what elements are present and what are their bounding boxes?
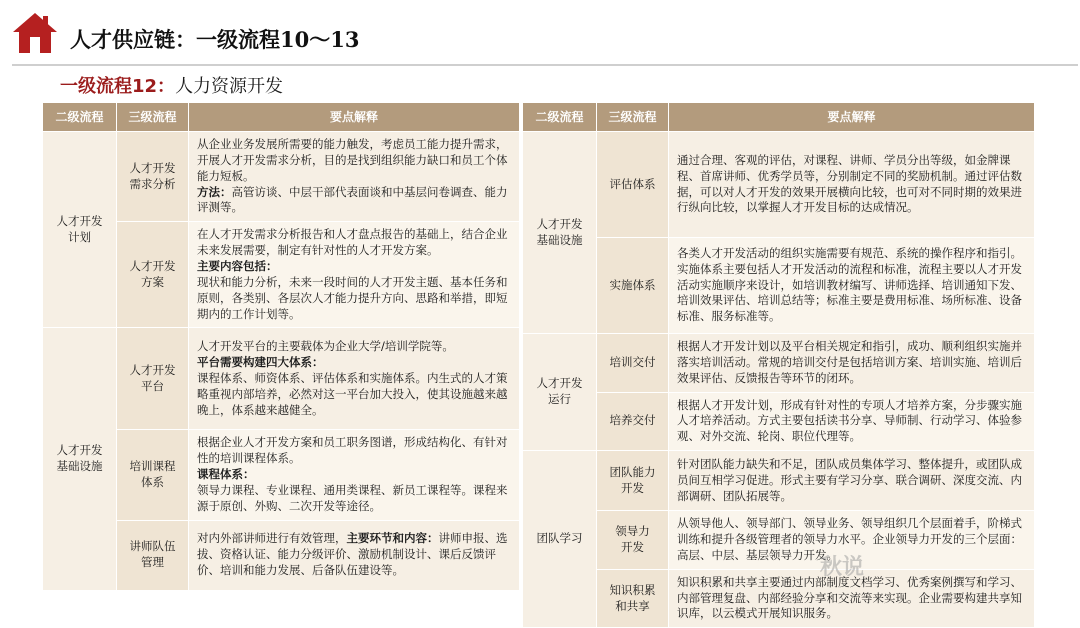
bold-label: 平台需要构建四大体系： — [197, 355, 324, 370]
level3-cell: 实施体系 — [597, 238, 669, 334]
description-line: 在人才开发需求分析报告和人才盘点报告的基础上，结合企业未来发展需要，制定有针对性的人才开发方案。 — [197, 227, 508, 258]
table-row — [523, 451, 1035, 511]
level3-cell: 讲师队伍 管理 — [117, 520, 189, 590]
table-row — [523, 132, 1035, 238]
description-line: 各类人才开发活动的组织实施需要有规范、系统的操作程序和指引。实施体系主要包括人才开发活动的流程和标准，流程主要以人才开发活动实施顺序来设计，如培训教材编写、讲师选择、培训通知下发、培训效果评估、培训总结等；标准主要是费用标准、场所标准、设备标准、服务标准等。 — [677, 245, 1022, 324]
description-cell — [669, 392, 1035, 451]
col-header-level3: 三级流程 — [597, 103, 669, 132]
description-line: 现状和能力分析，未来一段时间的人才开发主题、基本任务和原则，各类别、各层次人才能力提升方向、思路和举措，即短期内的工作计划等。 — [197, 274, 508, 321]
section-subtitle — [60, 72, 283, 98]
description-cell — [189, 222, 520, 328]
description-cell — [189, 430, 520, 520]
description-line: 方法：高管访谈、中层干部代表面谈和中基层问卷调查、能力评测等。 — [197, 184, 508, 215]
level3-cell: 人才开发 需求分析 — [117, 132, 189, 222]
description-cell — [189, 132, 520, 222]
level2-cell: 团队学习 — [523, 451, 597, 628]
description-line: 通过合理、客观的评估，对课程、讲师、学员分出等级，如金牌课程、首席讲师、优秀学员等，分别制定不同的奖励机制。通过评估数据，可以对人才开发的效果开展横向比较，也可对不同时期的效果进行纵向比较，以掌握人才开发目标的达成情况。 — [677, 152, 1022, 215]
table-row — [43, 328, 520, 430]
col-header-level2: 二级流程 — [43, 103, 117, 132]
description-line: 根据人才开发计划，形成有针对性的专项人才培养方案，分步骤实施人才培养活动。方式主要包括读书分享、导师制、行动学习、体验参观、对外交流、轮岗、职位代理等。 — [677, 397, 1022, 444]
description-line: 知识积累和共享主要通过内部制度文档学习、优秀案例撰写和学习、内部管理复盘、内部经验分享和交流等来实现。企业需要构建共享知识库，以云模式开展知识服务。 — [677, 574, 1022, 621]
header-divider — [12, 64, 1078, 66]
col-header-level2: 二级流程 — [523, 103, 597, 132]
description-line: 根据人才开发计划以及平台相关规定和指引，成功、顺利组织实施并落实培训活动。常规的培训交付是包括培训方案、培训实施、培训后效果评估、反馈报告等环节的闭环。 — [677, 339, 1022, 385]
description-line — [197, 467, 511, 483]
description-line: 领导力课程、专业课程、通用类课程、新员工课程等。课程来源于原创、外购、二次开发等途径。 — [197, 483, 508, 513]
bold-label: 主要内容包括： — [197, 259, 278, 274]
description-cell — [669, 451, 1035, 511]
process-table-left — [42, 102, 520, 591]
description-cell — [189, 520, 520, 590]
description-line: 针对团队能力缺失和不足，团队成员集体学习、整体提升，或团队成员间互相学习促进。形式主要有学习分享、联合调研、深度交流、内部调研、团队拓展等。 — [677, 456, 1022, 503]
level3-cell: 知识积累 和共享 — [597, 569, 669, 628]
subtitle-text: 人力资源开发 — [175, 76, 284, 97]
description-line: 从企业业务发展所需要的能力触发，考虑员工能力提升需求，开展人才开发需求分析，目的是找到组织能力缺口和员工个体能力短板。 — [197, 137, 508, 183]
level3-cell: 人才开发 方案 — [117, 222, 189, 328]
level2-cell: 人才开发 运行 — [523, 334, 597, 451]
description-cell — [669, 238, 1035, 334]
description-cell — [669, 132, 1035, 238]
slide-header — [12, 10, 1072, 56]
level3-cell: 培养交付 — [597, 392, 669, 451]
col-header-level3: 三级流程 — [117, 103, 189, 132]
bold-label: 方法： — [197, 184, 232, 199]
level2-cell: 人才开发 计划 — [43, 132, 117, 328]
level3-cell: 评估体系 — [597, 132, 669, 238]
level3-cell: 培训课程 体系 — [117, 430, 189, 520]
level3-cell: 团队能力 开发 — [597, 451, 669, 511]
subtitle-label: 一级流程12： — [60, 76, 176, 97]
level3-cell: 培训交付 — [597, 334, 669, 393]
table-row — [523, 511, 1035, 570]
table-row — [523, 569, 1035, 628]
level2-cell: 人才开发 基础设施 — [43, 328, 117, 590]
level3-cell: 领导力 开发 — [597, 511, 669, 570]
level3-cell: 人才开发 平台 — [117, 328, 189, 430]
table-body — [43, 132, 520, 591]
description-line: 对内外部讲师进行有效管理，主要环节和内容：讲师申报、选拔、资格认证、能力分级评价、激励机制设计、课后反馈评价、培训和能力发展、后备队伍建设等。 — [197, 531, 508, 578]
description-line: 人才开发平台的主要载体为企业大学/培训学院等。 — [197, 339, 454, 354]
bold-label: 课程体系： — [197, 467, 255, 482]
bold-label: 主要环节和内容： — [346, 531, 439, 546]
description-line: 从领导他人、领导部门、领导业务、领导组织几个层面着手，阶梯式训练和提升各级管理者的领导力水平。企业领导力开发的三个层面：高层、中层、基层领导力开发。 — [677, 516, 1022, 562]
col-header-desc: 要点解释 — [669, 103, 1035, 132]
watermark: 秋说 — [820, 555, 865, 580]
table-header-row — [523, 103, 1035, 132]
table-body — [523, 132, 1035, 628]
description-line: 课程体系、师资体系、评估体系和实施体系。内生式的人才策略重视内部培养，必然对这一平台加大投入，使其设施越来越晚上，体系越来越健全。 — [197, 371, 508, 417]
description-cell — [669, 334, 1035, 393]
level2-cell: 人才开发 基础设施 — [523, 132, 597, 334]
table-row — [523, 238, 1035, 334]
description-line — [197, 259, 511, 275]
table-row — [523, 392, 1035, 451]
table-row — [43, 132, 520, 222]
page-title: 人才供应链：一级流程10～13 — [70, 27, 360, 52]
process-table-right — [522, 102, 1035, 628]
table-row — [523, 334, 1035, 393]
col-header-desc: 要点解释 — [189, 103, 520, 132]
table-header-row — [43, 103, 520, 132]
home-icon — [12, 10, 58, 56]
description-cell — [189, 328, 520, 430]
description-line — [197, 355, 511, 371]
description-line: 根据企业人才开发方案和员工职务图谱，形成结构化、有针对性的培训课程体系。 — [197, 435, 508, 466]
